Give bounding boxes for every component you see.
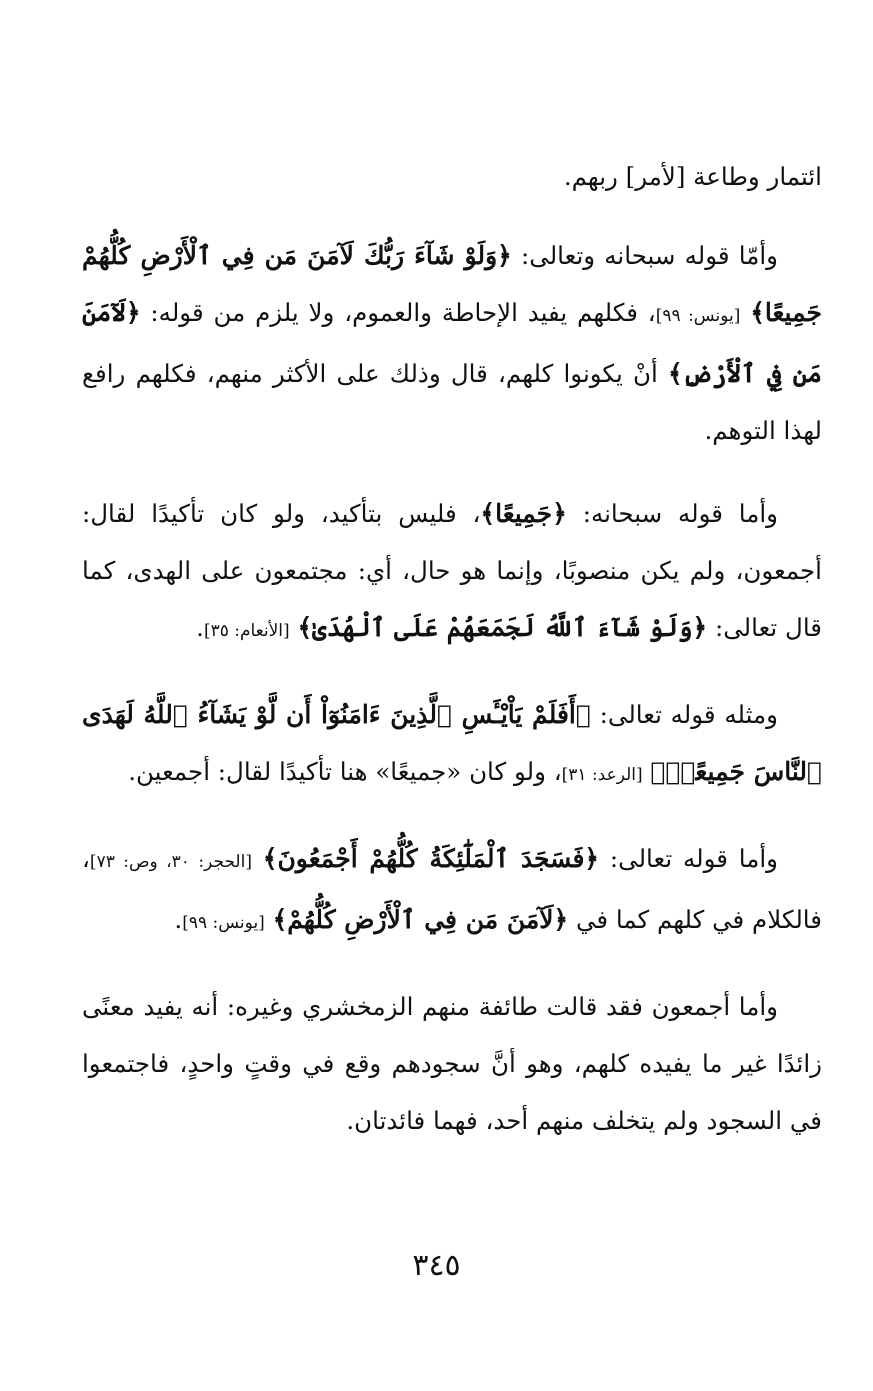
body-text (252, 844, 263, 873)
verse-reference: [الحجر: ٣٠، وص: ٧٣] (89, 852, 252, 872)
body-text: وأما أجمعون فقد قالت طائفة منهم الزمخشري وغيره: أنه يفيد معنًى زائدًا غير ما يفيده كلهم، وهو أنَّ سجودهم وقع في وقتٍ واحدٍ، فاجتمعوا في السجود ولم يتخلف منهم أحد، فهما فائدتان. (82, 992, 822, 1135)
quran-verse: ﴿أَفَلَمْ يَاْيْـَٔسِ ٱلَّذِينَ ءَامَنُوٓاْ أَن لَّوْ يَشَآءُ ٱللَّهُ لَهَدَى ٱلنَّاسَ جَمِيعًاۗ﴾ (82, 700, 822, 786)
body-text: . (174, 905, 183, 934)
quran-verse: ﴿فَسَجَدَ ٱلْمَلَٰٓئِكَةُ كُلُّهُمْ أَجْمَعُونَ﴾ (262, 844, 600, 873)
body-text: ، فكلهم يفيد الإحاطة والعموم، ولا يلزم من قوله: (140, 298, 656, 327)
body-text (265, 905, 273, 934)
paragraph-5 (82, 830, 822, 952)
page-body (82, 148, 822, 1175)
paragraph-1 (82, 148, 822, 205)
paragraph-2 (82, 227, 822, 459)
body-text: . (196, 613, 204, 642)
verse-reference: [يونس: ٩٩] (182, 913, 265, 933)
page-number: ٣٤٥ (412, 1248, 461, 1283)
quran-verse: ﴿لَآمَنَ مَن فِي ٱلْأَرْضِ كُلُّهُمْ﴾ (272, 905, 569, 934)
body-text: ائتمار وطاعة [لأمر] ربهم. (563, 162, 822, 191)
quran-verse: ﴿وَلَوْ شَآءَ ٱللَّهُ لَجَمَعَهُمْ عَلَى ٱلْهُدَىٰ﴾ (297, 613, 708, 642)
paragraph-3 (82, 485, 822, 660)
quran-verse: ﴿وَلَوْ شَآءَ رَبُّكَ لَآمَنَ مَن فِي ٱلْأَرْضِ كُلُّهُمْ جَمِيعًا﴾ (82, 241, 822, 327)
body-text: ، فالكلام في كلهم كما في (82, 844, 822, 934)
verse-reference: [الرعد: ٣١] (561, 765, 643, 785)
quran-verse: ﴿لَآمَنَ مَن فِي ٱلْأَرْضِ﴾ (82, 298, 822, 388)
body-text: وأما قوله تعالى: (599, 844, 778, 873)
body-text: ومثله قوله تعالى: (590, 700, 778, 729)
body-text: أنْ يكونوا كلهم، قال وذلك على الأكثر منهم، فكلهم رافع لهذا التوهم. (82, 359, 822, 445)
body-text: ، ولو كان «جميعًا» هنا تأكيدًا لقال: أجمعين. (128, 757, 562, 786)
body-text: وأما قوله سبحانه: (566, 499, 779, 528)
body-text (740, 298, 750, 327)
paragraph-4 (82, 686, 822, 804)
verse-reference: [يونس: ٩٩] (655, 306, 741, 326)
body-text: وأمّا قوله سبحانه وتعالى: (511, 241, 778, 270)
body-text: ، فليس بتأكيد، ولو كان تأكيدًا لقال: أجمعون، ولم يكن منصوبًا، وإنما هو حال، أي: مجتمعون على الهدى، كما قال تعالى: (82, 499, 822, 642)
quran-verse: ﴿جَمِيعًا﴾ (480, 499, 567, 528)
paragraph-6 (82, 978, 822, 1149)
verse-reference: [الأنعام: ٣٥] (203, 621, 290, 641)
